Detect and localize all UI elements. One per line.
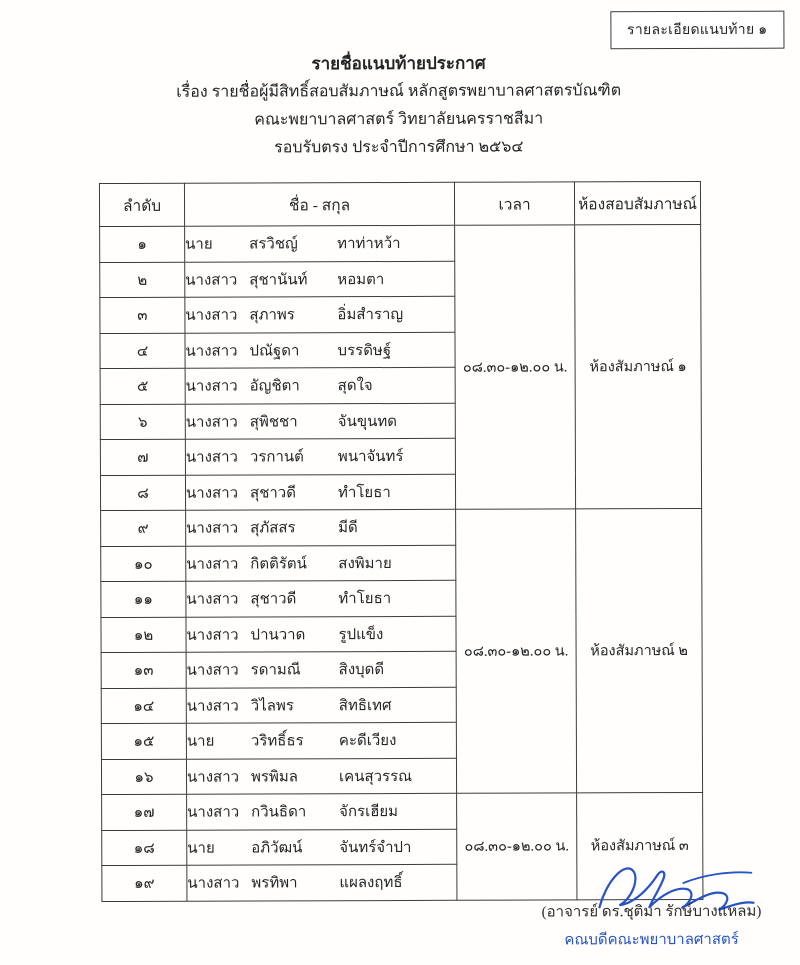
- person-last-name: พนาจันทร์: [337, 449, 404, 466]
- row-number: ๔: [100, 333, 185, 369]
- person-name-cell: [187, 829, 457, 865]
- person-name-cell: [185, 332, 455, 368]
- person-title: นางสาว: [185, 307, 238, 324]
- roster-body: [100, 224, 703, 901]
- attachment-label: รายละเอียดแนบท้าย ๑: [626, 22, 768, 39]
- person-name-cell: [185, 403, 455, 439]
- row-number: ๑๐: [101, 546, 186, 582]
- person-title: นางสาว: [185, 414, 238, 431]
- person-first-name: สุชาวดี: [250, 485, 297, 502]
- room-cell: ห้องสัมภาษณ์ ๑: [575, 224, 702, 508]
- table-row: [102, 792, 703, 830]
- row-number: ๑๔: [101, 688, 186, 724]
- person-last-name: บรรดิษฐ์: [337, 342, 392, 359]
- person-last-name: ทาท่าหว้า: [337, 236, 401, 253]
- person-first-name: อภิวัฒน์: [251, 840, 303, 857]
- person-title: นางสาว: [185, 449, 238, 466]
- time-cell: ๐๘.๓๐-๑๒.๐๐ น.: [456, 509, 577, 793]
- doc-round-year-line: รอบรับตรง ประจำปีการศึกษา ๒๕๖๔: [274, 138, 524, 157]
- row-number: ๓: [100, 297, 185, 333]
- person-first-name: กวินธิดา: [251, 804, 307, 821]
- person-last-name: เคนสุวรรณ: [338, 768, 413, 785]
- person-name-cell: [186, 651, 456, 687]
- person-title: นางสาว: [186, 520, 239, 537]
- column-header-time: เวลา: [454, 182, 574, 225]
- person-title: นางสาว: [186, 662, 239, 679]
- person-title: นางสาว: [187, 804, 240, 821]
- person-title: นางสาว: [187, 875, 240, 892]
- person-first-name: พรทิพา: [251, 875, 298, 892]
- person-title: นาย: [187, 840, 215, 857]
- row-number: ๑๒: [101, 617, 186, 653]
- row-number: ๙: [101, 510, 186, 546]
- column-header-room: ห้องสอบสัมภาษณ์: [574, 181, 700, 224]
- person-first-name: ปณัฐดา: [249, 343, 300, 360]
- row-number: ๖: [100, 404, 185, 440]
- person-title: นาย: [185, 236, 213, 253]
- doc-faculty-line: คณะพยาบาลศาสตร์ วิทยาลัยนครราชสีมา: [254, 110, 544, 129]
- row-number: ๕: [100, 368, 185, 404]
- person-first-name: อัญชิตา: [249, 378, 300, 395]
- row-number: ๑๑: [101, 581, 186, 617]
- doc-subject-line: เรื่อง รายชื่อผู้มีสิทธิ์สอบสัมภาษณ์ หลักสูตรพยาบาลศาสตรบัณฑิต: [176, 82, 622, 101]
- attachment-label-box: [610, 11, 785, 50]
- person-title: นางสาว: [185, 343, 238, 360]
- person-name-cell: [185, 474, 455, 510]
- person-title: นางสาว: [186, 556, 239, 573]
- person-title: นางสาว: [186, 591, 239, 608]
- person-first-name: วรกานต์: [249, 449, 304, 466]
- person-first-name: พรพิมล: [251, 769, 298, 786]
- row-number: ๑๓: [101, 652, 186, 688]
- person-last-name: สิทธิเทศ: [338, 697, 392, 714]
- person-title: นางสาว: [186, 627, 239, 644]
- person-last-name: คะดีเวียง: [338, 733, 397, 750]
- signatory-name: (อาจารย์ ดร.ชุติมา รักษ์บางแหลม): [541, 903, 762, 921]
- person-name-cell: [185, 225, 455, 261]
- person-name-cell: [185, 296, 455, 332]
- row-number: ๘: [100, 475, 185, 511]
- person-title: นางสาว: [185, 272, 238, 289]
- row-number: ๑๖: [101, 759, 186, 795]
- table-row: [100, 224, 701, 262]
- person-name-cell: [186, 722, 456, 758]
- person-first-name: สุพิชชา: [249, 414, 298, 431]
- person-first-name: รดามณี: [250, 662, 301, 679]
- row-number: ๑๕: [101, 723, 186, 759]
- person-first-name: ปานวาด: [250, 627, 306, 644]
- table-row: [101, 508, 702, 546]
- signature-block: [511, 857, 791, 958]
- person-last-name: สิงบุดดี: [338, 662, 385, 679]
- person-last-name: รูปแข็ง: [338, 626, 384, 643]
- person-last-name: จันทร์จำปา: [339, 839, 412, 856]
- column-header-no: ลำดับ: [99, 183, 184, 226]
- row-number: ๑๘: [102, 830, 187, 866]
- person-first-name: วริทธิ์ธร: [250, 733, 304, 750]
- person-name-cell: [187, 864, 457, 900]
- table-header-row: [99, 181, 700, 226]
- person-name-cell: [186, 758, 456, 794]
- person-last-name: จันขุนทด: [337, 413, 398, 430]
- person-first-name: สรวิชญ์: [249, 236, 298, 253]
- person-first-name: กิตติรัตน์: [250, 556, 307, 573]
- person-last-name: อิ่มสำราญ: [337, 307, 404, 324]
- document-header: [0, 49, 799, 164]
- row-number: ๗: [100, 439, 185, 475]
- person-name-cell: [186, 580, 456, 616]
- person-first-name: สุภาพร: [249, 307, 295, 324]
- person-last-name: แผลงฤทธิ์: [339, 875, 403, 892]
- time-cell: ๐๘.๓๐-๑๒.๐๐ น.: [455, 225, 576, 509]
- page-title: รายชื่อแนบท้ายประกาศ: [311, 53, 486, 74]
- row-number: ๒: [100, 262, 185, 298]
- person-first-name: สุภัสสร: [250, 520, 296, 537]
- person-name-cell: [186, 509, 456, 545]
- column-header-name: ชื่อ - สกุล: [184, 182, 454, 226]
- person-first-name: สุชานันท์: [249, 272, 308, 289]
- person-name-cell: [186, 687, 456, 723]
- person-last-name: สุดใจ: [337, 378, 373, 395]
- row-number: ๑๙: [102, 865, 187, 901]
- row-number: ๑: [100, 226, 185, 262]
- interview-roster-table: [99, 181, 704, 902]
- time-cell: ๐๘.๓๐-๑๒.๐๐ น.: [457, 793, 577, 900]
- person-title: นางสาว: [187, 769, 240, 786]
- person-last-name: หอมตา: [337, 271, 385, 288]
- person-title: นางสาว: [186, 485, 239, 502]
- person-name-cell: [185, 367, 455, 403]
- person-title: นาย: [186, 733, 215, 750]
- person-last-name: มีดี: [338, 520, 358, 537]
- person-name-cell: [185, 261, 455, 297]
- person-title: นางสาว: [186, 698, 239, 715]
- person-last-name: ทำโยธา: [338, 591, 392, 608]
- row-number: ๑๗: [102, 794, 187, 830]
- person-name-cell: [187, 793, 457, 829]
- person-last-name: จักรเฮียม: [339, 804, 399, 821]
- person-name-cell: [186, 616, 456, 652]
- person-title: นางสาว: [185, 378, 238, 395]
- room-cell: ห้องสัมภาษณ์ ๓: [577, 792, 703, 899]
- person-first-name: สุชาวดี: [250, 591, 297, 608]
- person-last-name: สงพิมาย: [338, 555, 392, 572]
- person-name-cell: [185, 438, 455, 474]
- person-name-cell: [186, 545, 456, 581]
- person-first-name: วิไลพร: [250, 698, 294, 715]
- signatory-position: คณบดีคณะพยาบาลศาสตร์: [564, 931, 739, 949]
- room-cell: ห้องสัมภาษณ์ ๒: [576, 508, 703, 792]
- person-last-name: ทำโยธา: [338, 484, 391, 501]
